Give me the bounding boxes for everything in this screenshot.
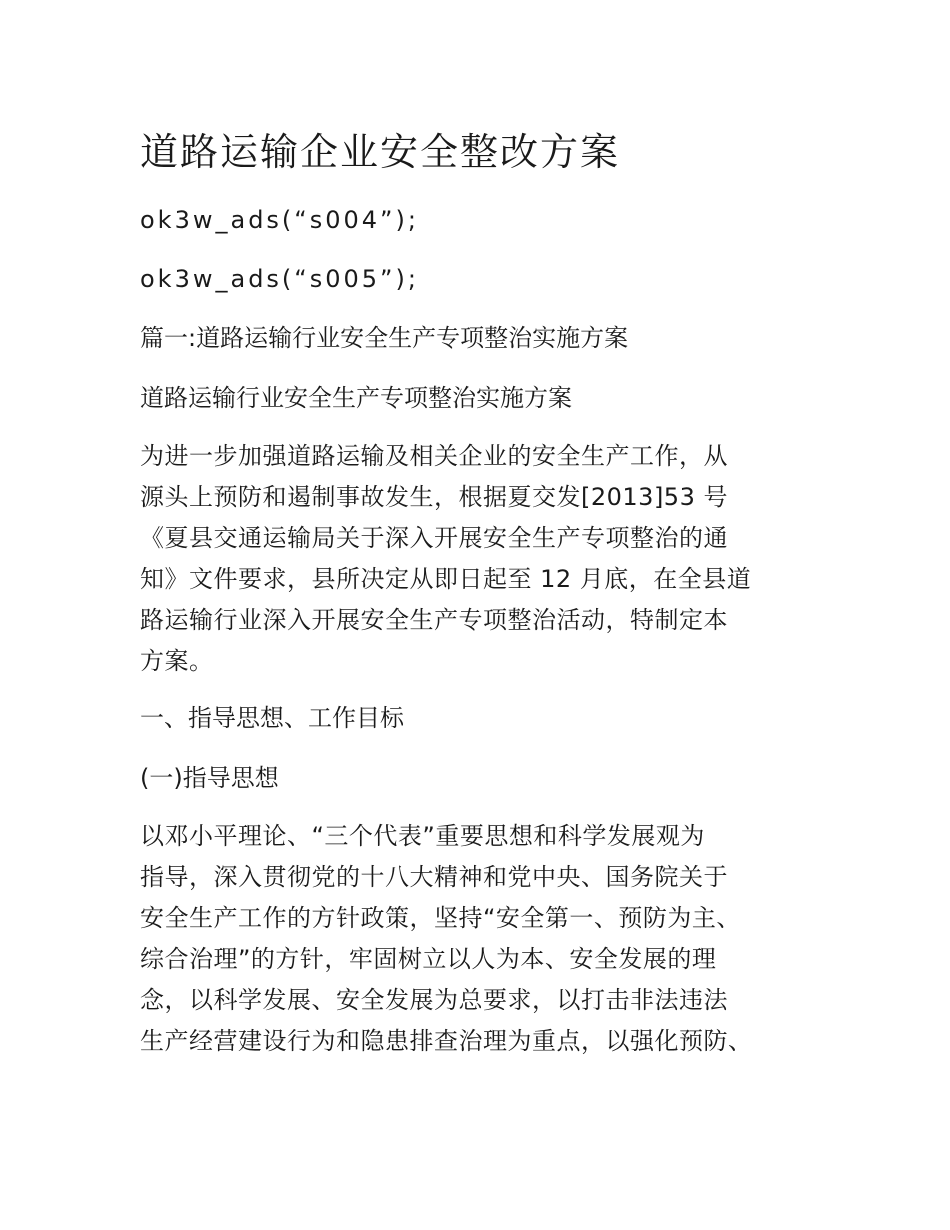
intro-line: 知》文件要求，县所决定从即日起至 12 月底，在全县道 (140, 565, 752, 593)
intro-paragraph (140, 436, 810, 682)
guiding-line: 念，以科学发展、安全发展为总要求，以打击非法违法 (140, 986, 728, 1014)
guiding-line: 生产经营建设行为和隐患排查治理为重点，以强化预防、 (140, 1027, 753, 1055)
intro-line: 《夏县交通运输局关于深入开展安全生产专项整治的通 (140, 524, 728, 552)
document-title: 道路运输企业安全整改方案 (140, 130, 621, 174)
code-line-1: ok3w_ads(“s004”); (140, 206, 419, 234)
guiding-line: 以邓小平理论、“三个代表”重要思想和科学发展观为 (140, 822, 705, 850)
intro-line: 为进一步加强道路运输及相关企业的安全生产工作，从 (140, 442, 728, 470)
document-subtitle: 道路运输行业安全生产专项整治实施方案 (140, 384, 572, 412)
intro-line: 路运输行业深入开展安全生产专项整治活动，特制定本 (140, 606, 728, 634)
guiding-line: 指导，深入贯彻党的十八大精神和党中央、国务院关于 (140, 863, 728, 891)
guiding-line: 安全生产工作的方针政策，坚持“安全第一、预防为主、 (140, 904, 741, 932)
intro-line: 源头上预防和遏制事故发生，根据夏交发[2013]53 号 (140, 483, 728, 511)
heading-guiding-ideology-goals: 一、指导思想、工作目标 (140, 704, 404, 732)
guiding-line: 综合治理”的方针，牢固树立以人为本、安全发展的理 (140, 945, 717, 973)
heading-guiding-ideology: (一)指导思想 (140, 764, 279, 792)
section-heading: 篇一:道路运输行业安全生产专项整治实施方案 (140, 324, 629, 352)
code-line-2: ok3w_ads(“s005”); (140, 265, 419, 293)
guiding-paragraph (140, 816, 810, 1062)
intro-line: 方案。 (140, 647, 214, 675)
